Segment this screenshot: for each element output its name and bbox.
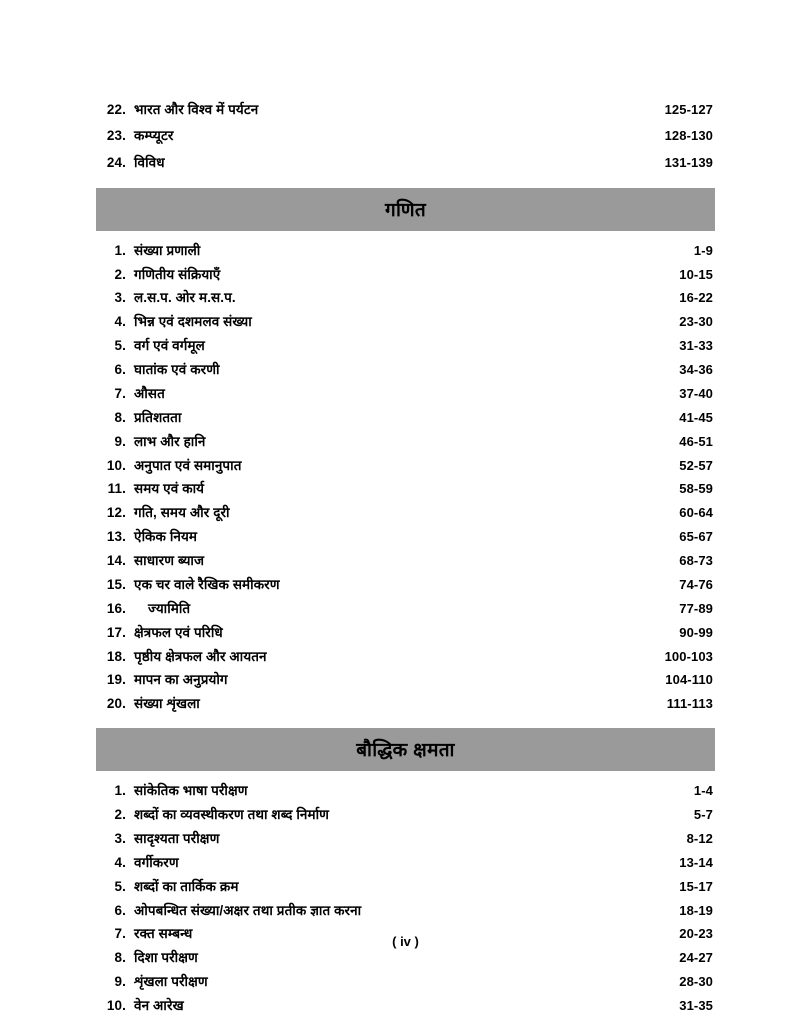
- toc-entry-left: [96, 244, 200, 258]
- toc-entry-number: 6.: [114, 362, 126, 378]
- toc-entry: [96, 477, 715, 501]
- toc-entry: [96, 621, 715, 645]
- toc-entry-pages: 77-89: [679, 600, 713, 616]
- toc-entry-number: 2.: [114, 266, 126, 282]
- toc-entry: [96, 970, 715, 994]
- toc-entry-number: 8.: [114, 950, 126, 966]
- toc-entry-pages: 13-14: [679, 854, 713, 870]
- toc-entry-left: [96, 626, 223, 640]
- toc-entry-left: [96, 951, 198, 965]
- toc-entry-left: [96, 856, 179, 870]
- toc-entry-pages: 52-57: [679, 457, 713, 473]
- toc-entry: [96, 875, 715, 899]
- toc-entry-left: [96, 784, 248, 798]
- toc-entry-left: [96, 697, 200, 711]
- toc-entry-title: शब्दों का तार्किक क्रम: [134, 878, 239, 894]
- page-number: ( iv ): [392, 934, 419, 949]
- toc-entry-number: 3.: [114, 290, 126, 306]
- toc-entry-left: [96, 808, 329, 822]
- toc-entry: [96, 573, 715, 597]
- toc-entry-pages: 74-76: [679, 576, 713, 592]
- toc-entry-number: 1.: [114, 783, 126, 799]
- toc-entry-title: संख्या शृंखला: [134, 696, 200, 712]
- toc-entry-left: [96, 459, 242, 473]
- section-entries-bauddhik-kshamta: [96, 779, 715, 1018]
- toc-entry-title: रक्त सम्बन्ध: [134, 926, 193, 942]
- toc-entry-pages: 131-139: [664, 154, 713, 170]
- toc-entry-title: ओपबन्धित संख्या/अक्षर तथा प्रतीक ज्ञात करना: [134, 902, 362, 918]
- toc-entry-left: [96, 554, 204, 568]
- toc-entry-left: [96, 506, 230, 520]
- toc-entry-pages: 125-127: [664, 101, 713, 117]
- toc-entry-title: एक चर वाले रैखिक समीकरण: [134, 576, 280, 592]
- toc-entry: [96, 286, 715, 310]
- toc-entry-left: [96, 482, 204, 496]
- toc-entry-number: 13.: [106, 529, 126, 545]
- toc-entry: [96, 668, 715, 692]
- toc-entry-number: 1.: [114, 242, 126, 258]
- toc-entry-pages: 8-12: [686, 830, 713, 846]
- toc-entry-pages: 23-30: [679, 314, 713, 330]
- toc-entry-title: मापन का अनुप्रयोग: [134, 672, 228, 688]
- toc-entry-left: [96, 268, 220, 282]
- toc-entry-pages: 100-103: [664, 648, 713, 664]
- toc-entry-number: 8.: [114, 409, 126, 425]
- toc-entry: [96, 453, 715, 477]
- toc-entry-title: औसत: [134, 385, 165, 401]
- toc-entry-title: ऐकिक नियम: [134, 529, 198, 545]
- toc-entry-title: भिन्न एवं दशमलव संख्या: [134, 314, 252, 330]
- toc-entry-number: 9.: [114, 433, 126, 449]
- toc-entry-number: 17.: [106, 624, 126, 640]
- toc-entry-title: कम्प्यूटर: [134, 128, 174, 143]
- toc-entry-number: 7.: [114, 926, 126, 942]
- toc-entry-number: 18.: [106, 648, 126, 664]
- toc-entry-title: संख्या प्रणाली: [134, 242, 201, 258]
- toc-entry: [96, 946, 715, 970]
- toc-entry-left: [96, 578, 280, 592]
- section-heading-bauddhik-kshamta: बौद्धिक क्षमता: [96, 728, 715, 771]
- toc-entry: [96, 310, 715, 334]
- toc-entry: [96, 149, 715, 176]
- toc-entry-number: 16.: [106, 600, 126, 616]
- toc-entry: [96, 644, 715, 668]
- toc-entry-number: 19.: [106, 672, 126, 688]
- toc-entry-left: [96, 103, 258, 117]
- toc-entry-left: [96, 156, 165, 170]
- toc-entry: [96, 779, 715, 803]
- toc-entry: [96, 501, 715, 525]
- toc-entry-left: [96, 880, 239, 894]
- toc-entry: [96, 430, 715, 454]
- toc-entry-pages: 18-19: [679, 902, 713, 918]
- toc-entry: [96, 96, 715, 123]
- toc-entry-pages: 1-4: [693, 783, 713, 799]
- toc-entry-title: सांकेतिक भाषा परीक्षण: [134, 783, 248, 799]
- toc-entry: [96, 549, 715, 573]
- toc-entry-number: 3.: [114, 830, 126, 846]
- toc-entry-number: 10.: [106, 998, 126, 1014]
- toc-entry-left: [96, 435, 205, 449]
- toc-entry-left: [96, 315, 252, 329]
- toc-entry-left: [96, 904, 361, 918]
- toc-entry-pages: 5-7: [693, 807, 713, 823]
- toc-entry-pages: 65-67: [679, 529, 713, 545]
- toc-entry-number: 5.: [114, 338, 126, 354]
- toc-entry: [96, 382, 715, 406]
- toc-entry: [96, 334, 715, 358]
- toc-entry-pages: 58-59: [679, 481, 713, 497]
- toc-entry-title: भारत और विश्व में पर्यटन: [134, 101, 259, 117]
- toc-entry: [96, 898, 715, 922]
- toc-entry-left: [96, 673, 228, 687]
- toc-entry-pages: 28-30: [679, 974, 713, 990]
- toc-entry-left: [96, 602, 190, 616]
- toc-entry-pages: 24-27: [679, 950, 713, 966]
- toc-entry-number: 14.: [106, 553, 126, 569]
- toc-entry-pages: 46-51: [679, 433, 713, 449]
- toc-entry-number: 12.: [106, 505, 126, 521]
- toc-entry-left: [96, 129, 174, 143]
- toc-entry-title: घातांक एवं करणी: [134, 362, 220, 378]
- toc-entry: [96, 406, 715, 430]
- toc-entry-number: 24.: [106, 154, 126, 170]
- toc-entry: [96, 525, 715, 549]
- toc-entry-number: 5.: [114, 878, 126, 894]
- toc-entry-number: 4.: [114, 314, 126, 330]
- toc-entry-title: सादृश्यता परीक्षण: [134, 830, 220, 846]
- toc-entry-title: वर्गीकरण: [134, 854, 179, 870]
- toc-entry-left: [96, 999, 184, 1013]
- toc-entry-number: 7.: [114, 385, 126, 401]
- toc-entry-pages: 31-35: [679, 998, 713, 1014]
- continued-entries: [96, 96, 715, 176]
- toc-entry-left: [96, 650, 267, 664]
- toc-entry-title: अनुपात एवं समानुपात: [134, 457, 242, 473]
- toc-entry-number: 20.: [106, 696, 126, 712]
- toc-entry-left: [96, 975, 208, 989]
- toc-entry-pages: 60-64: [679, 505, 713, 521]
- toc-entry-left: [96, 832, 219, 846]
- toc-entry-pages: 16-22: [679, 290, 713, 306]
- toc-entry-number: 22.: [106, 101, 126, 117]
- toc-entry: [96, 851, 715, 875]
- table-of-contents: [96, 96, 715, 1018]
- toc-entry-number: 23.: [106, 128, 126, 143]
- toc-entry-pages: 34-36: [679, 362, 713, 378]
- toc-entry-number: 6.: [114, 902, 126, 918]
- toc-entry: [96, 994, 715, 1018]
- toc-entry-number: 15.: [106, 576, 126, 592]
- toc-entry-pages: 37-40: [679, 385, 713, 401]
- toc-entry: [96, 597, 715, 621]
- toc-entry: [96, 803, 715, 827]
- toc-entry-title: दिशा परीक्षण: [134, 950, 198, 966]
- toc-entry-number: 9.: [114, 974, 126, 990]
- toc-entry-pages: 90-99: [679, 624, 713, 640]
- toc-entry-title: विविध: [134, 154, 165, 170]
- toc-entry: [96, 123, 715, 150]
- toc-entry-title: शृंखला परीक्षण: [134, 974, 208, 990]
- toc-entry-pages: 31-33: [679, 338, 713, 354]
- toc-entry-left: [96, 339, 205, 353]
- toc-entry-title: ज्यामिति: [148, 600, 191, 616]
- toc-entry-title: गति, समय और दूरी: [134, 505, 230, 521]
- toc-entry-pages: 111-113: [666, 696, 713, 712]
- toc-entry-title: शब्दों का व्यवस्थीकरण तथा शब्द निर्माण: [134, 807, 330, 823]
- toc-entry: [96, 262, 715, 286]
- toc-entry-title: क्षेत्रफल एवं परिधि: [134, 624, 223, 640]
- toc-entry: [96, 692, 715, 716]
- toc-entry-title: प्रतिशतता: [134, 409, 182, 425]
- toc-entry-title: लाभ और हानि: [134, 433, 206, 449]
- toc-entry-number: 11.: [107, 481, 126, 497]
- toc-entry-pages: 20-23: [679, 926, 713, 942]
- toc-entry-title: वेन आरेख: [134, 998, 184, 1014]
- toc-entry-title: समय एवं कार्य: [134, 481, 205, 497]
- toc-entry-pages: 1-9: [693, 242, 713, 258]
- toc-entry: [96, 239, 715, 263]
- toc-entry-pages: 68-73: [679, 553, 713, 569]
- toc-entry-pages: 15-17: [679, 878, 713, 894]
- toc-entry: [96, 358, 715, 382]
- toc-entry-number: 4.: [114, 854, 126, 870]
- toc-entry-title: ल.स.प. ओर म.स.प.: [134, 290, 236, 306]
- toc-entry-title: पृष्ठीय क्षेत्रफल और आयतन: [134, 648, 267, 664]
- toc-entry-left: [96, 387, 165, 401]
- section-entries-ganit: [96, 239, 715, 717]
- toc-entry-pages: 10-15: [679, 266, 713, 282]
- toc-entry-title: साधारण ब्याज: [134, 553, 205, 569]
- toc-entry-number: 10.: [106, 457, 126, 473]
- toc-entry: [96, 827, 715, 851]
- toc-entry-left: [96, 291, 236, 305]
- toc-entry-pages: 128-130: [664, 128, 713, 143]
- section-heading-ganit: गणित: [96, 188, 715, 231]
- toc-entry-title: वर्ग एवं वर्गमूल: [134, 338, 205, 354]
- toc-entry-left: [96, 530, 197, 544]
- toc-entry-pages: 104-110: [665, 672, 713, 688]
- toc-entry-pages: 41-45: [679, 409, 713, 425]
- toc-entry-title: गणितीय संक्रियाएँ: [134, 266, 221, 282]
- toc-entry-left: [96, 411, 181, 425]
- toc-entry-number: 2.: [114, 807, 126, 823]
- toc-entry-left: [96, 363, 220, 377]
